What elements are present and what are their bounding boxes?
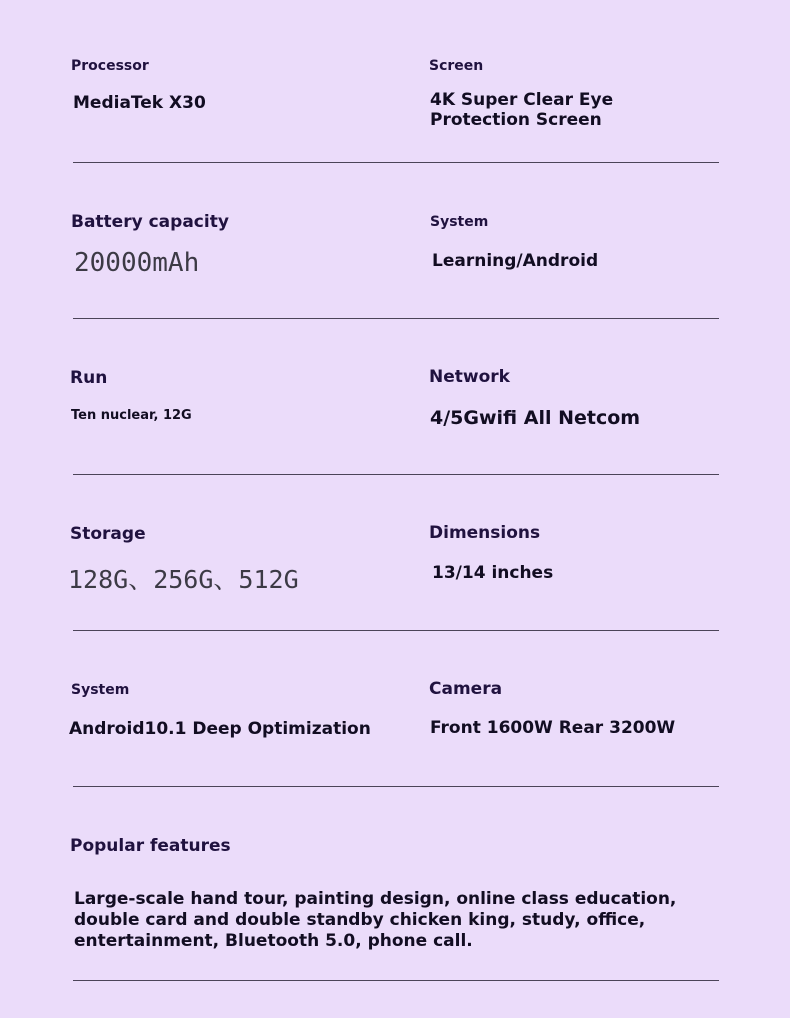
battery-label: Battery capacity [71,212,229,232]
network-label: Network [429,367,510,387]
divider-3 [73,474,719,475]
divider-4 [73,630,719,631]
run-label: Run [70,368,108,388]
system-value-2: Android10.1 Deep Optimization [69,719,371,739]
battery-value: 20000mAh [74,248,200,278]
dimensions-value: 13/14 inches [432,563,554,583]
screen-value-line1: 4K Super Clear Eye [430,90,614,110]
storage-label: Storage [70,524,146,544]
storage-value: 128G、256G、512G [68,565,299,594]
processor-label: Processor [71,58,149,74]
divider-2 [73,318,719,319]
system-label-1: System [430,214,489,230]
divider-5 [73,786,719,787]
screen-label: Screen [429,58,484,74]
run-value: Ten nuclear, 12G [71,408,192,423]
processor-value: MediaTek X30 [73,93,206,113]
network-value: 4/5Gwifi All Netcom [430,407,641,429]
camera-label: Camera [429,679,503,699]
features-description: Large-scale hand tour, painting design, online class education, double card and double standby chicken king, study, office, entertainment, Bluetooth 5.0, phone call. [74,889,677,951]
features-label: Popular features [70,836,231,856]
screen-value-line2: Protection Screen [430,110,602,130]
system-value-1: Learning/Android [432,251,599,271]
divider-1 [73,162,719,163]
dimensions-label: Dimensions [429,523,541,543]
system-label-2: System [71,682,130,698]
divider-6 [73,980,719,981]
camera-value: Front 1600W Rear 3200W [430,718,676,738]
